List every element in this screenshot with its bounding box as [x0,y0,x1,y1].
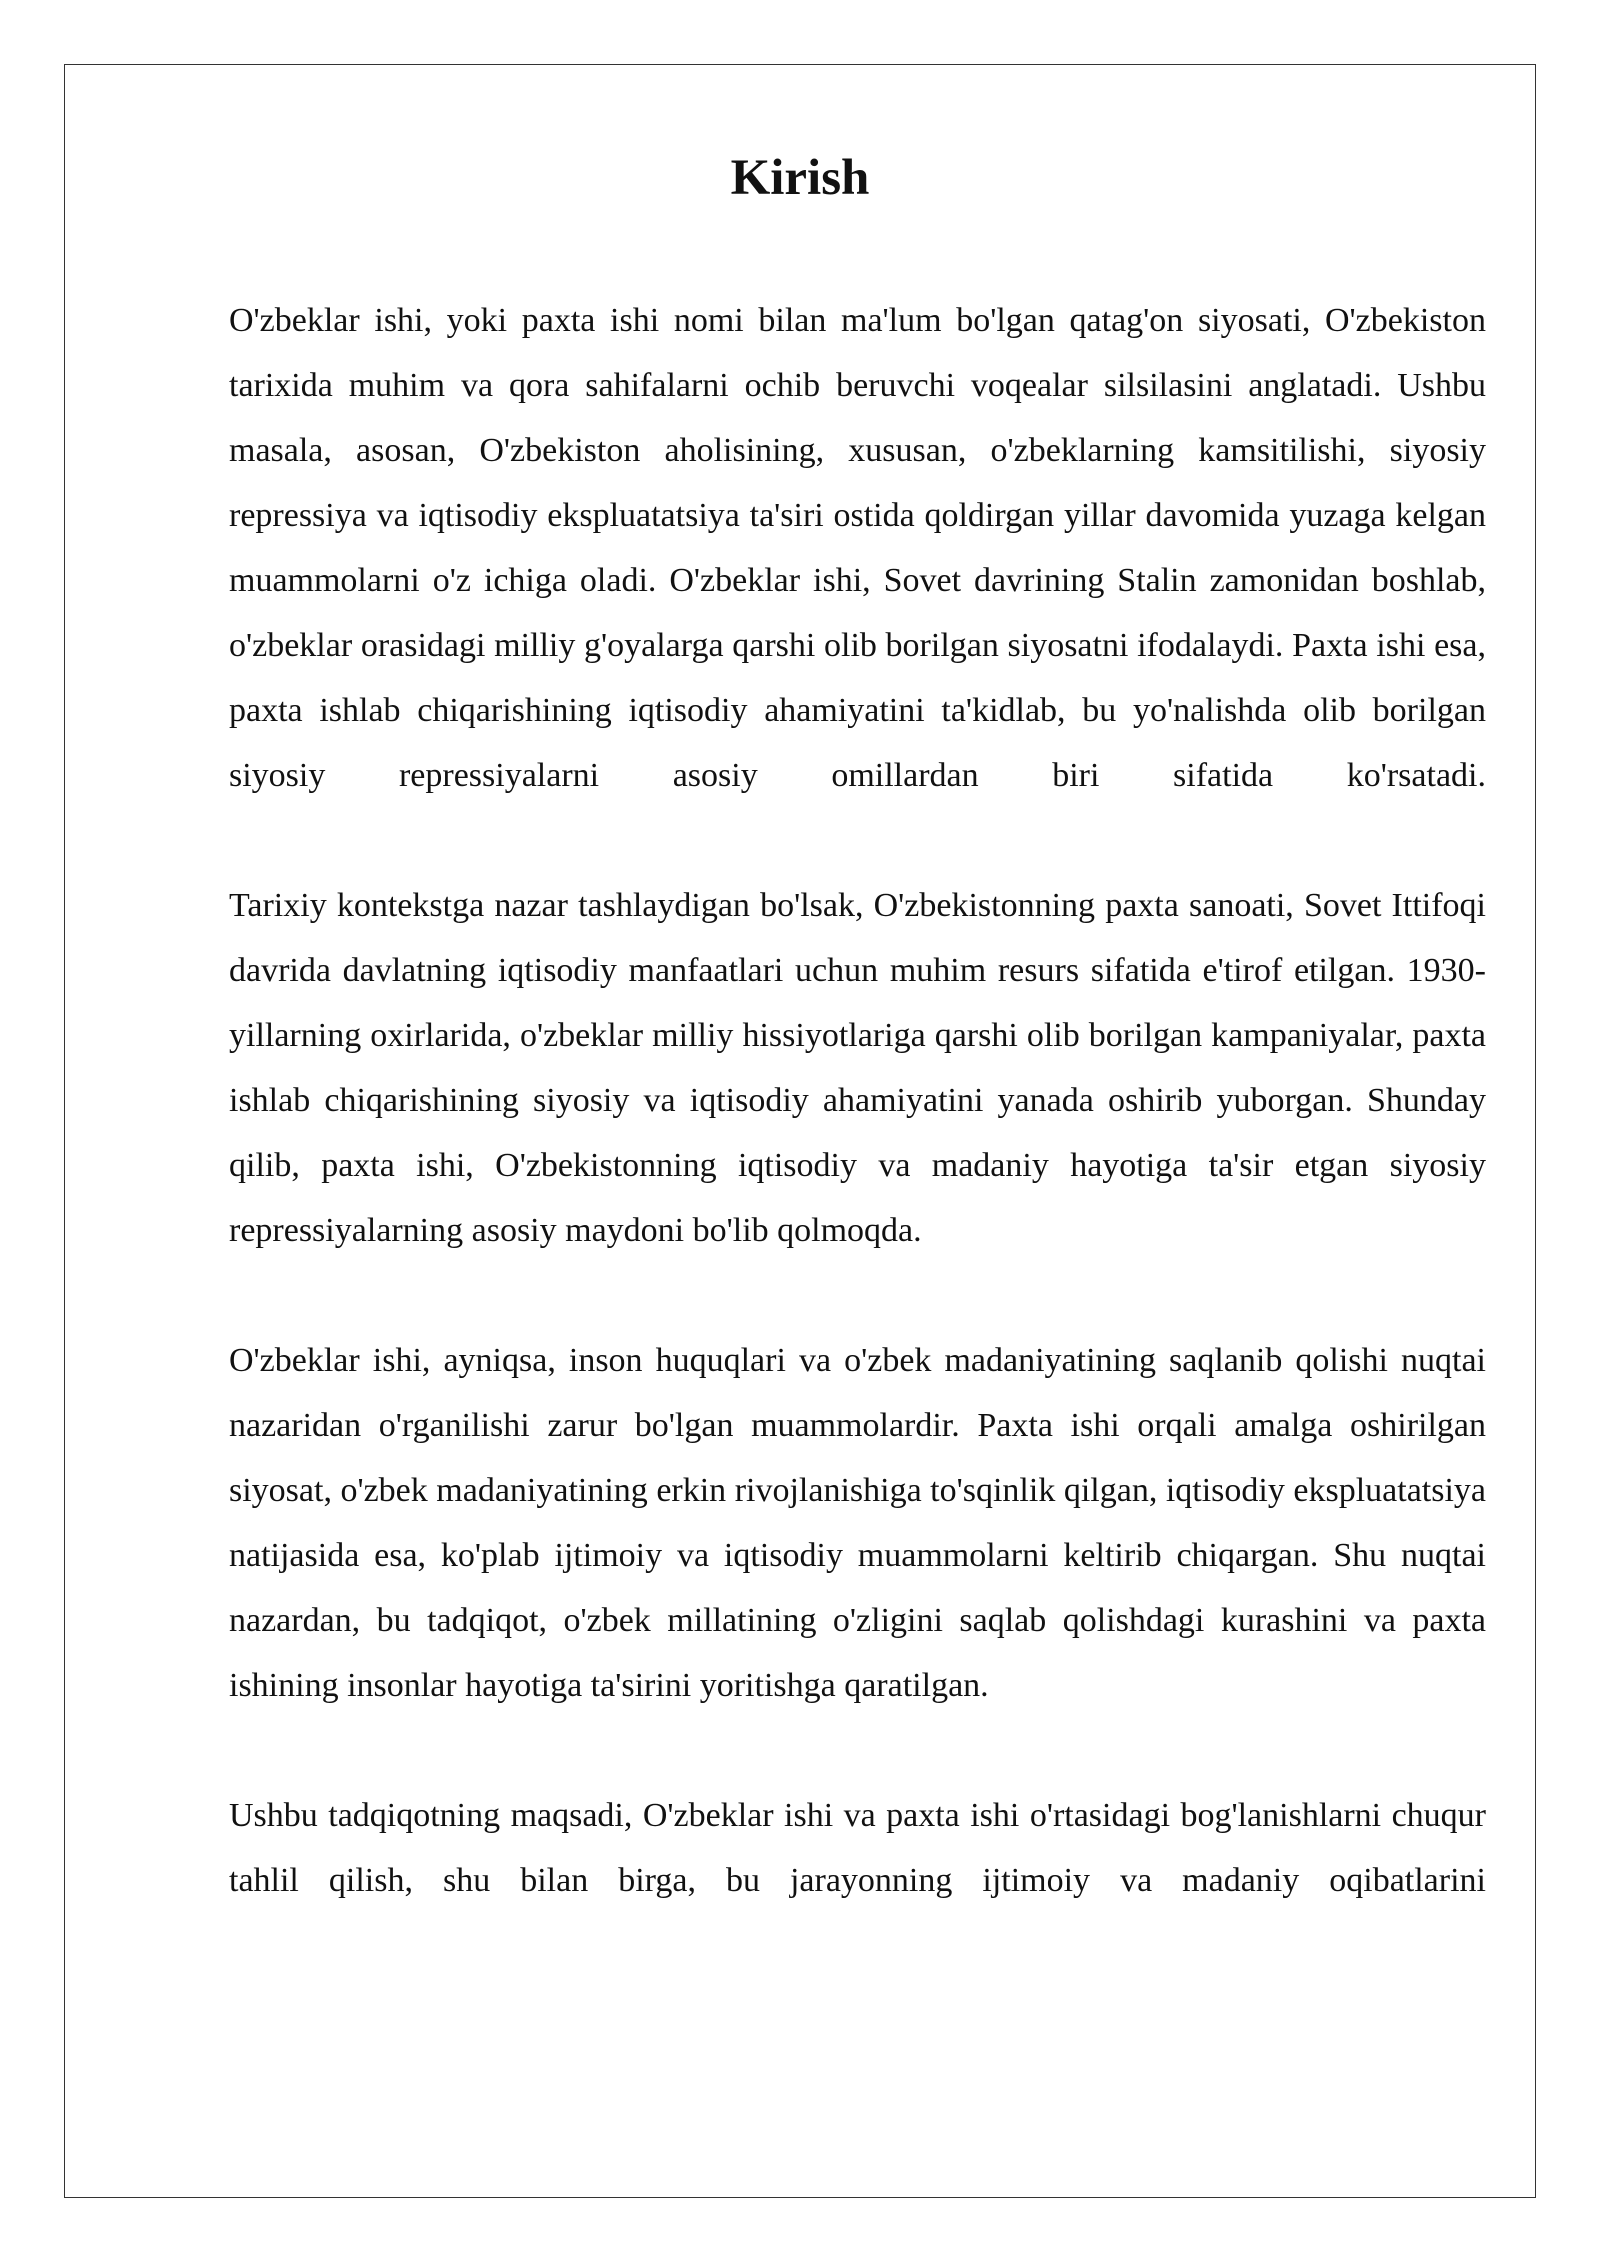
paragraph-2: Tarixiy kontekstga nazar tashlaydigan bo'lsak, O'zbekistonning paxta sanoati, Sovet Ittifoqi davrida davlatning iqtisodiy manfaatlari uchun muhim resurs sifatida e'tirof etilgan. 1930-yillarning oxirlarida, o'zbeklar milliy hissiyotlariga qarshi olib borilgan kampaniyalar, paxta ishlab chiqarishining siyosiy va iqtisodiy ahamiyatini yanada oshirib yuborgan. Shunday qilib, paxta ishi, O'zbekistonning iqtisodiy va madaniy hayotiga ta'sir etgan siyosiy repressiyalarning asosiy maydoni bo'lib qolmoqda. [229,887,1486,1249]
page-title: Kirish [730,150,870,206]
paragraph-1: O'zbeklar ishi, yoki paxta ishi nomi bilan ma'lum bo'lgan qatag'on siyosati, O'zbekiston tarixida muhim va qora sahifalarni ochib beruvchi voqealar silsilasini anglatadi. Ushbu masala, asosan, O'zbekiston aholisining, xususan, o'zbeklarning kamsitilishi, siyosiy repressiya va iqtisodiy ekspluatatsiya ta'siri ostida qoldirgan yillar davomida yuzaga kelgan muammolarni o'z ichiga oladi. O'zbeklar ishi, Sovet davrining Stalin zamonidan boshlab, o'zbeklar orasidagi milliy g'oyalarga qarshi olib borilgan siyosatni ifodalaydi. Paxta ishi esa, paxta ishlab chiqarishining iqtisodiy ahamiyatini ta'kidlab, bu yo'nalishda olib borilgan siyosiy repressiyalarni asosiy omillardan biri sifatida ko'rsatadi. [229,302,1486,794]
paragraph-3: O'zbeklar ishi, ayniqsa, inson huquqlari va o'zbek madaniyatining saqlanib qolishi nuqtai nazaridan o'rganilishi zarur bo'lgan muammolardir. Paxta ishi orqali amalga oshirilgan siyosat, o'zbek madaniyatining erkin rivojlanishiga to'sqinlik qilgan, iqtisodiy ekspluatatsiya natijasida esa, ko'plab ijtimoiy va iqtisodiy muammolarni keltirib chiqargan. Shu nuqtai nazardan, bu tadqiqot, o'zbek millatining o'zligini saqlab qolishdagi kurashini va paxta ishining insonlar hayotiga ta'sirini yoritishga qaratilgan. [229,1342,1486,1704]
paragraph-4: Ushbu tadqiqotning maqsadi, O'zbeklar ishi va paxta ishi o'rtasidagi bog'lanishlarni chuqur tahlil qilish, shu bilan birga, bu jarayonning ijtimoiy va madaniy oqibatlarini [229,1797,1486,1899]
document-body [229,288,1486,1913]
